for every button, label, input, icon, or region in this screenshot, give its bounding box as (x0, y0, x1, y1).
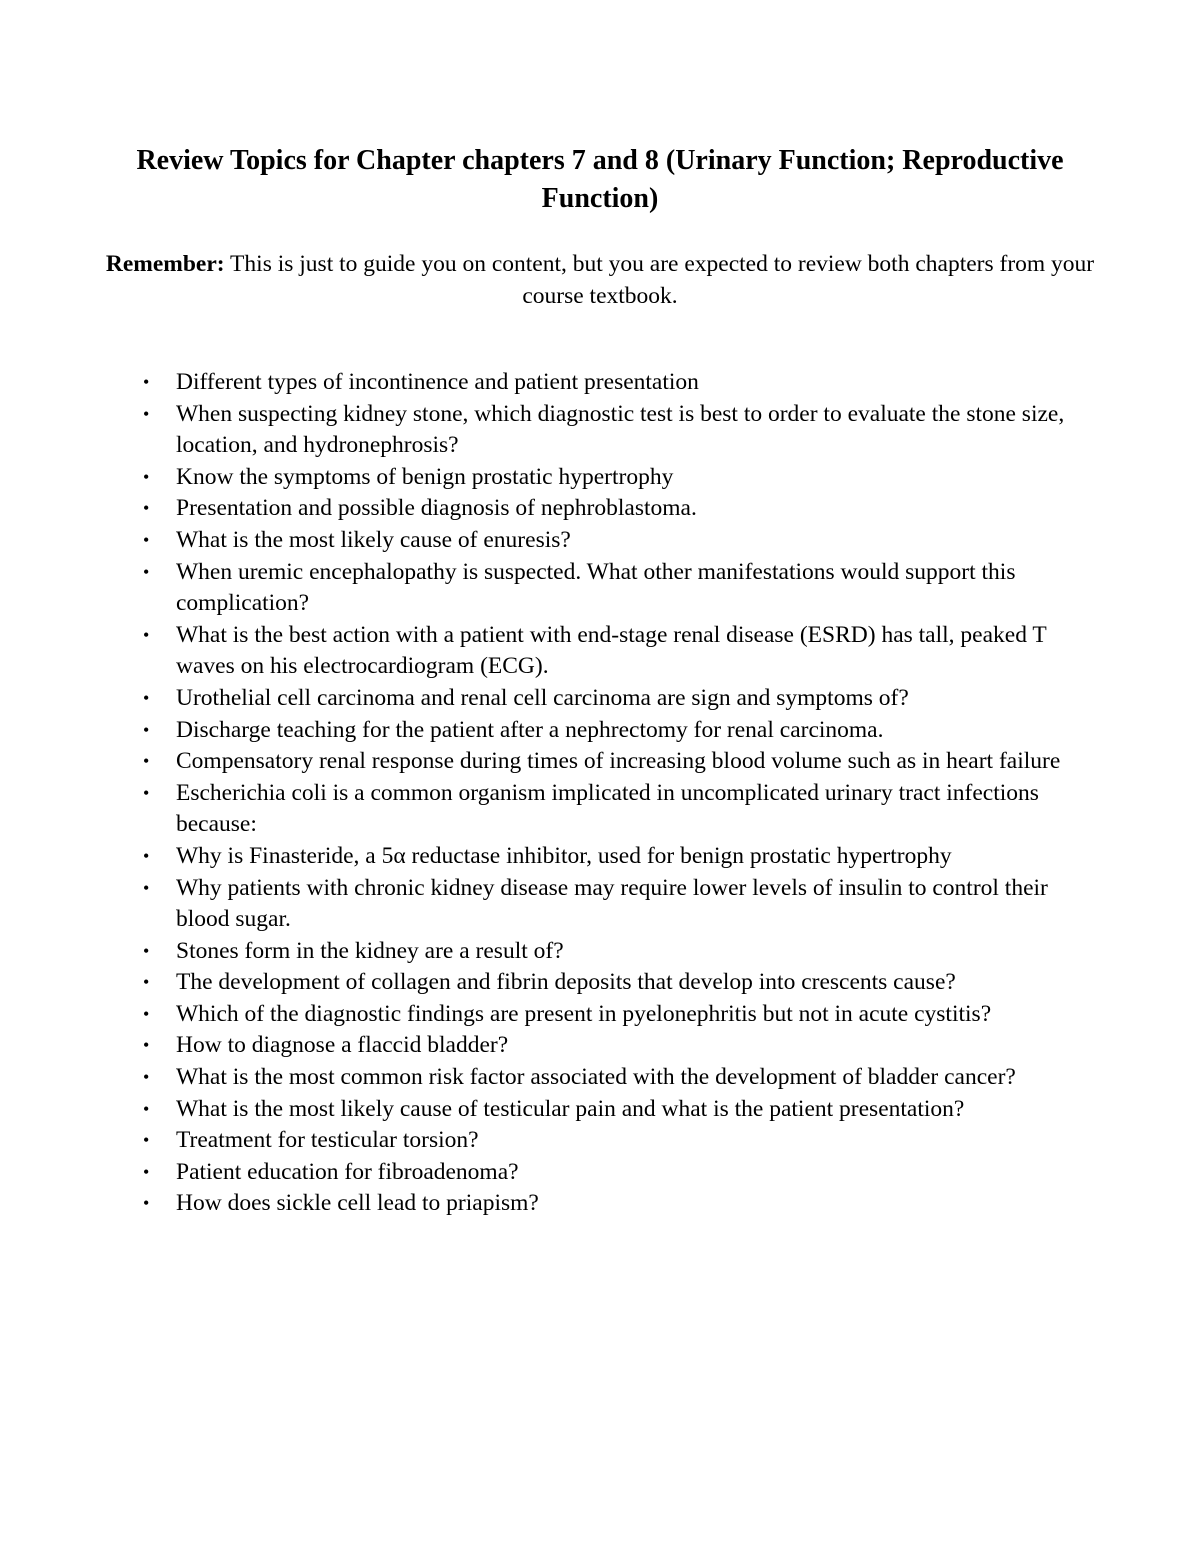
page-title: Review Topics for Chapter chapters 7 and 8 (Urinary Function; Reproductive Function) (136, 145, 1064, 214)
list-item (143, 1188, 1076, 1220)
bullet-icon: • (143, 1130, 150, 1151)
list-item (143, 525, 1076, 557)
bullet-icon: • (143, 1067, 150, 1088)
list-item-text: Patient education for fibroadenoma? (176, 1158, 519, 1185)
bullet-icon: • (143, 1193, 150, 1214)
list-item-text: What is the best action with a patient with end-stage renal disease (ESRD) has tall, peaked T waves on his electrocardiogram (ECG). (176, 621, 1047, 680)
bullet-icon: • (143, 561, 150, 582)
list-item-text: Presentation and possible diagnosis of nephroblastoma. (176, 495, 697, 522)
list-item-text: How to diagnose a flaccid bladder? (176, 1032, 509, 1059)
list-item (143, 399, 1076, 462)
list-item (143, 493, 1076, 525)
list-item (143, 462, 1076, 494)
bullet-icon: • (143, 719, 150, 740)
bullet-icon: • (143, 466, 150, 487)
list-item-text: When uremic encephalopathy is suspected. What other manifestations would support this complication? (176, 558, 1016, 617)
bullet-icon: • (143, 751, 150, 772)
list-item-text: What is the most likely cause of enuresis? (176, 526, 571, 553)
list-item (143, 746, 1076, 778)
list-item (143, 1157, 1076, 1189)
list-item (143, 873, 1076, 936)
list-item-text: Discharge teaching for the patient after a nephrectomy for renal carcinoma. (176, 716, 884, 743)
list-item (143, 557, 1076, 620)
list-item-text: What is the most likely cause of testicular pain and what is the patient presentation? (176, 1095, 965, 1122)
list-item (143, 841, 1076, 873)
bullet-icon: • (143, 372, 150, 392)
list-item (143, 1094, 1076, 1126)
topic-list (0, 367, 1200, 1220)
list-item-text: Which of the diagnostic findings are present in pyelonephritis but not in acute cystitis? (176, 1000, 992, 1027)
list-item (143, 967, 1076, 999)
list-item-text: Urothelial cell carcinoma and renal cell carcinoma are sign and symptoms of? (176, 684, 909, 711)
list-item-text: Compensatory renal response during times of increasing blood volume such as in heart failure (176, 748, 1061, 775)
reminder-text: This is just to guide you on content, but you are expected to review both chapters from your course textbook. (224, 251, 1095, 309)
bullet-icon: • (143, 624, 150, 645)
bullet-icon: • (143, 529, 150, 550)
list-item-text: Know the symptoms of benign prostatic hypertrophy (176, 463, 674, 490)
list-item (143, 1030, 1076, 1062)
list-item (143, 1062, 1076, 1094)
bullet-icon: • (143, 1161, 150, 1182)
list-item-text: How does sickle cell lead to priapism? (176, 1190, 539, 1217)
bullet-icon: • (143, 498, 150, 519)
list-item (143, 367, 1076, 399)
bullet-icon: • (143, 1098, 150, 1119)
list-item (143, 1125, 1076, 1157)
list-item (143, 683, 1076, 715)
reminder-note (100, 248, 1100, 312)
list-item-text: Stones form in the kidney are a result of? (176, 937, 564, 964)
list-item-text: Different types of incontinence and patient presentation (176, 369, 699, 395)
list-item (143, 778, 1076, 841)
list-item (143, 620, 1076, 683)
bullet-icon: • (143, 687, 150, 708)
list-item (143, 936, 1076, 968)
bullet-icon: • (143, 403, 150, 424)
reminder-label: Remember: (105, 251, 225, 277)
list-item-text: Why is Finasteride, a 5α reductase inhibitor, used for benign prostatic hypertrophy (176, 842, 952, 869)
list-item-text: What is the most common risk factor associated with the development of bladder cancer? (176, 1064, 1016, 1091)
list-item-text: Treatment for testicular torsion? (176, 1127, 479, 1154)
bullet-icon: • (143, 972, 150, 993)
list-item-text: Escherichia coli is a common organism implicated in uncomplicated urinary tract infections because: (176, 779, 1039, 838)
bullet-icon: • (143, 1035, 150, 1056)
bullet-icon: • (143, 1003, 150, 1024)
list-item-text: When suspecting kidney stone, which diagnostic test is best to order to evaluate the stone size, location, and hydronephrosis? (176, 400, 1065, 459)
bullet-icon: • (143, 782, 150, 803)
list-item (143, 999, 1076, 1031)
list-item-text: Why patients with chronic kidney disease may require lower levels of insulin to control their blood sugar. (176, 874, 1048, 933)
bullet-icon: • (143, 845, 150, 866)
list-item-text: The development of collagen and fibrin deposits that develop into crescents cause? (176, 969, 956, 996)
bullet-icon: • (143, 940, 150, 961)
bullet-icon: • (143, 877, 150, 898)
list-item (143, 715, 1076, 747)
